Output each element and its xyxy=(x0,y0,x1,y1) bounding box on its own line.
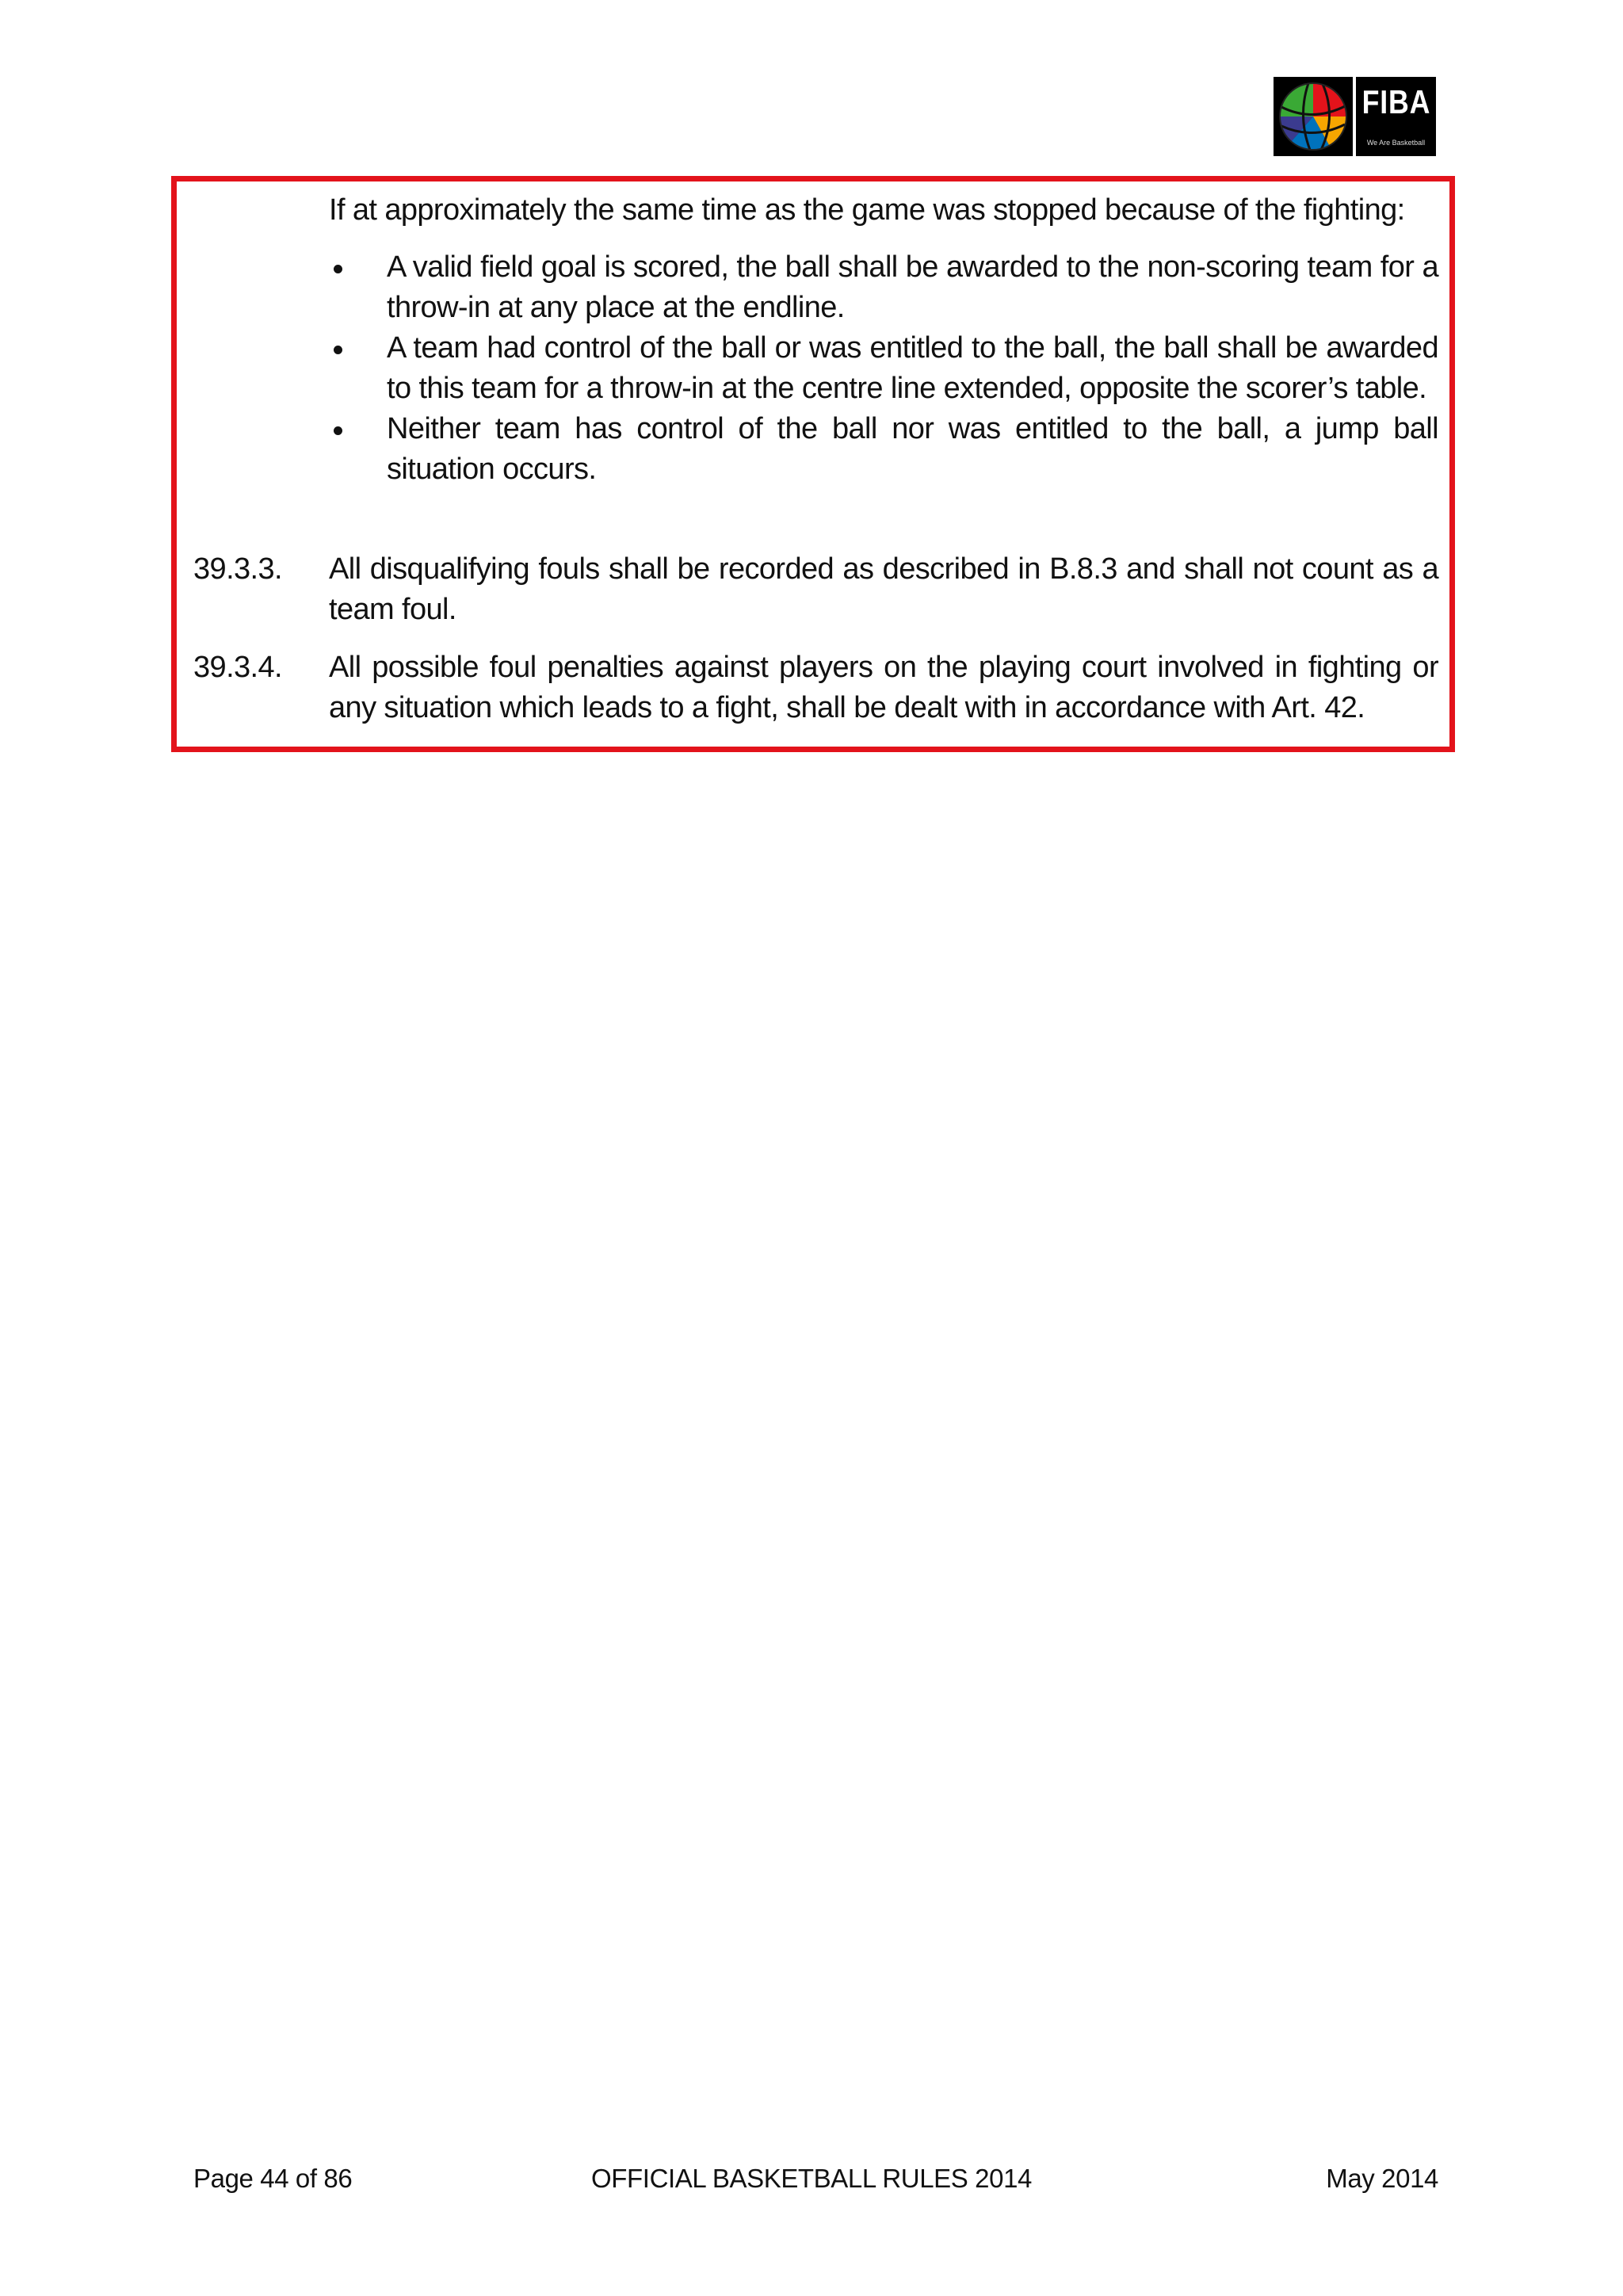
list-item xyxy=(329,247,1438,328)
bullet-dot-icon xyxy=(334,426,342,435)
clause-text: All possible foul penalties against players on the playing court involved in fighting or any situation which leads to a fight, shall be dealt with in accordance with Art. 42. xyxy=(329,651,1438,724)
bullet-text: A team had control of the ball or was entitled to the ball, the ball shall be awarded to this team for a throw-in at the centre line extended, opposite the scorer’s table. xyxy=(387,331,1438,405)
clause-text: All disqualifying fouls shall be recorded as described in B.8.3 and shall not count as a team foul. xyxy=(329,552,1438,626)
footer-date: May 2014 xyxy=(1326,2164,1438,2193)
footer-page-number: Page 44 of 86 xyxy=(193,2164,353,2193)
bullet-text: A valid field goal is scored, the ball shall be awarded to the non-scoring team for a throw-in at any place at the endline. xyxy=(387,250,1438,324)
footer-title: OFFICIAL BASKETBALL RULES 2014 xyxy=(591,2164,1032,2193)
bullet-dot-icon xyxy=(334,265,342,273)
bullet-text: Neither team has control of the ball nor was entitled to the ball, a jump ball situation occurs. xyxy=(387,412,1438,486)
list-item xyxy=(329,409,1438,490)
basketball-globe-icon xyxy=(1274,77,1353,156)
intro-paragraph: If at approximately the same time as the game was stopped because of the fighting: xyxy=(329,193,1405,227)
clause-number: 39.3.3. xyxy=(193,552,283,586)
clause-39-3-3 xyxy=(193,549,1438,630)
list-item xyxy=(329,328,1438,409)
logo-word: FIBA xyxy=(1361,83,1431,120)
clause-39-3-4 xyxy=(193,648,1438,728)
logo-tagline: We Are Basketball xyxy=(1366,139,1426,147)
fiba-logo xyxy=(1274,77,1436,156)
bullet-dot-icon xyxy=(334,346,342,354)
bullet-list xyxy=(329,247,1438,490)
clause-number: 39.3.4. xyxy=(193,651,283,684)
logo-wordmark xyxy=(1356,77,1436,156)
